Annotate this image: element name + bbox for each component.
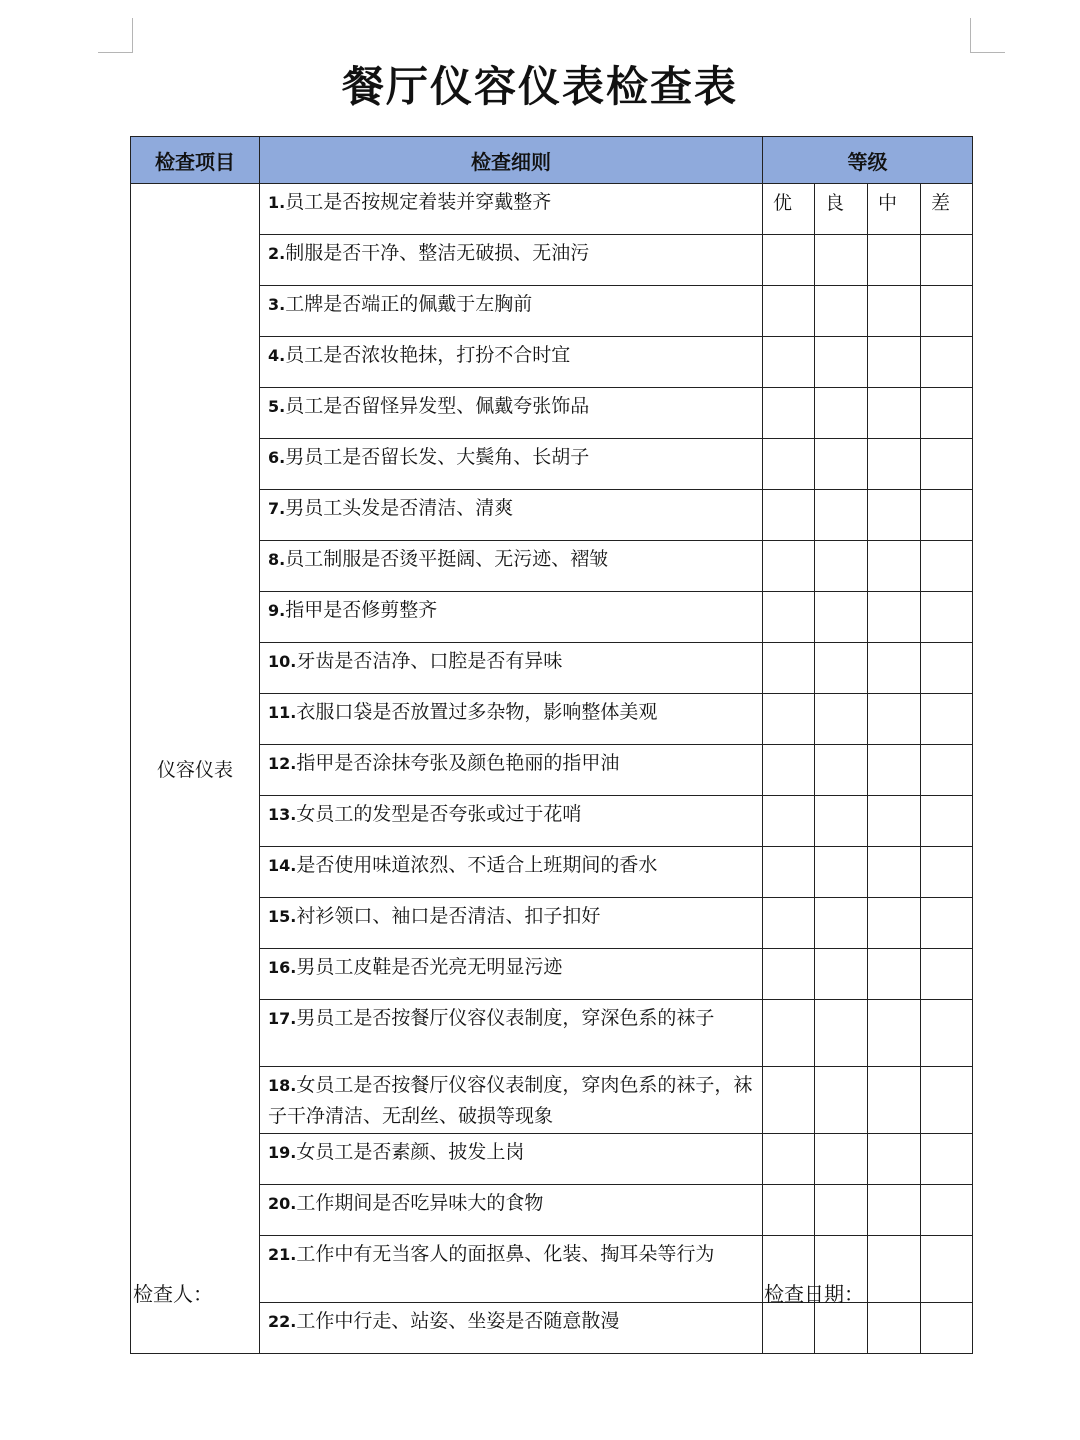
grade-cell[interactable] <box>763 898 815 949</box>
rule-text: 指甲是否涂抹夸张及颜色艳丽的指甲油 <box>296 752 620 774</box>
rule-cell <box>260 490 763 541</box>
grade-cell[interactable] <box>868 388 921 439</box>
grade-cell[interactable] <box>868 1185 921 1236</box>
grade-label: 差 <box>921 184 973 235</box>
rule-text: 女员工是否按餐厅仪容仪表制度，穿肉色系的袜子，袜子干净清洁、无刮丝、破损等现象 <box>268 1074 753 1127</box>
grade-cell[interactable] <box>868 490 921 541</box>
grade-cell[interactable] <box>868 235 921 286</box>
grade-cell[interactable] <box>868 796 921 847</box>
rule-number: 9. <box>268 601 286 620</box>
grade-cell[interactable] <box>815 643 868 694</box>
rule-cell <box>260 184 763 235</box>
rule-text: 是否使用味道浓烈、不适合上班期间的香水 <box>296 854 658 876</box>
page-corner-mark-top-right <box>970 18 1005 53</box>
rule-text: 牙齿是否洁净、口腔是否有异味 <box>296 650 563 672</box>
grade-cell[interactable] <box>763 337 815 388</box>
grade-label: 中 <box>868 184 921 235</box>
rule-cell <box>260 643 763 694</box>
table-row <box>131 184 973 235</box>
grade-cell[interactable] <box>921 1134 973 1185</box>
grade-cell[interactable] <box>815 235 868 286</box>
grade-cell[interactable] <box>921 694 973 745</box>
grade-cell[interactable] <box>763 1303 815 1354</box>
grade-cell[interactable] <box>921 439 973 490</box>
table-header-row <box>131 137 973 184</box>
grade-cell[interactable] <box>815 949 868 1000</box>
grade-cell[interactable] <box>763 1067 815 1134</box>
rule-number: 20. <box>268 1194 297 1213</box>
rule-text: 衣服口袋是否放置过多杂物，影响整体美观 <box>296 701 658 723</box>
rule-cell <box>260 1134 763 1185</box>
grade-cell[interactable] <box>763 1185 815 1236</box>
rule-text: 工作中行走、站姿、坐姿是否随意散漫 <box>296 1310 620 1332</box>
grade-cell[interactable] <box>763 490 815 541</box>
grade-cell[interactable] <box>815 286 868 337</box>
grade-cell[interactable] <box>815 847 868 898</box>
grade-cell[interactable] <box>921 1236 973 1303</box>
rule-cell <box>260 337 763 388</box>
rule-cell <box>260 898 763 949</box>
header-grade: 等级 <box>763 137 973 184</box>
inspector-label: 检查人： <box>133 1282 213 1306</box>
grade-cell[interactable] <box>868 541 921 592</box>
rule-cell <box>260 541 763 592</box>
grade-cell[interactable] <box>868 1134 921 1185</box>
grade-cell[interactable] <box>921 847 973 898</box>
rule-text: 员工制服是否烫平挺阔、无污迹、褶皱 <box>285 548 609 570</box>
grade-cell[interactable] <box>921 1067 973 1134</box>
rule-text: 指甲是否修剪整齐 <box>285 599 438 621</box>
grade-cell[interactable] <box>868 949 921 1000</box>
grade-cell[interactable] <box>921 235 973 286</box>
rule-text: 工作中有无当客人的面抠鼻、化装、掏耳朵等行为 <box>296 1243 715 1265</box>
rule-number: 8. <box>268 550 286 569</box>
rule-text: 男员工皮鞋是否光亮无明显污迹 <box>296 956 563 978</box>
rule-text: 员工是否留怪异发型、佩戴夸张饰品 <box>285 395 590 417</box>
grade-cell[interactable] <box>763 1134 815 1185</box>
grade-cell[interactable] <box>921 286 973 337</box>
grade-cell[interactable] <box>815 388 868 439</box>
grade-cell[interactable] <box>868 1303 921 1354</box>
rule-number: 11. <box>268 703 297 722</box>
rule-number: 15. <box>268 907 297 926</box>
rule-text: 男员工是否按餐厅仪容仪表制度，穿深色系的袜子 <box>296 1007 715 1029</box>
rule-cell <box>260 1000 763 1067</box>
rule-cell <box>260 1236 763 1303</box>
rule-cell <box>260 235 763 286</box>
category-cell: 仪容仪表 <box>131 184 260 1354</box>
rule-cell <box>260 1185 763 1236</box>
grade-cell[interactable] <box>815 592 868 643</box>
rule-text: 工作期间是否吃异味大的食物 <box>296 1192 544 1214</box>
grade-cell[interactable] <box>763 796 815 847</box>
rule-number: 21. <box>268 1245 297 1264</box>
grade-cell[interactable] <box>921 949 973 1000</box>
grade-cell[interactable] <box>921 541 973 592</box>
rule-cell <box>260 796 763 847</box>
grade-cell[interactable] <box>763 592 815 643</box>
grade-cell[interactable] <box>815 490 868 541</box>
rule-number: 22. <box>268 1312 297 1331</box>
rule-cell <box>260 1067 763 1134</box>
inspection-date-label: 检查日期： <box>764 1282 864 1306</box>
grade-cell[interactable] <box>763 694 815 745</box>
grade-cell[interactable] <box>868 1000 921 1067</box>
grade-cell[interactable] <box>815 337 868 388</box>
grade-cell[interactable] <box>868 643 921 694</box>
grade-cell[interactable] <box>763 643 815 694</box>
grade-cell[interactable] <box>921 490 973 541</box>
rule-number: 16. <box>268 958 297 977</box>
grade-cell[interactable] <box>921 643 973 694</box>
grade-cell[interactable] <box>815 1185 868 1236</box>
rule-number: 1. <box>268 193 286 212</box>
rule-cell <box>260 286 763 337</box>
grade-cell[interactable] <box>815 439 868 490</box>
grade-cell[interactable] <box>815 1303 868 1354</box>
rule-number: 14. <box>268 856 297 875</box>
grade-cell[interactable] <box>868 694 921 745</box>
grade-cell[interactable] <box>921 796 973 847</box>
grade-cell[interactable] <box>815 694 868 745</box>
grade-cell[interactable] <box>815 796 868 847</box>
rule-cell <box>260 1303 763 1354</box>
rule-cell <box>260 388 763 439</box>
grade-cell[interactable] <box>868 898 921 949</box>
grade-cell[interactable] <box>763 439 815 490</box>
grade-cell[interactable] <box>815 1067 868 1134</box>
rule-text: 员工是否浓妆艳抹，打扮不合时宜 <box>285 344 571 366</box>
rule-text: 女员工的发型是否夸张或过于花哨 <box>296 803 582 825</box>
grade-cell[interactable] <box>868 439 921 490</box>
grade-cell[interactable] <box>921 388 973 439</box>
grade-cell[interactable] <box>868 337 921 388</box>
grade-cell[interactable] <box>815 745 868 796</box>
rule-cell <box>260 592 763 643</box>
grade-cell[interactable] <box>763 541 815 592</box>
rule-cell <box>260 694 763 745</box>
rule-text: 工牌是否端正的佩戴于左胸前 <box>285 293 533 315</box>
grade-cell[interactable] <box>921 337 973 388</box>
rule-number: 12. <box>268 754 297 773</box>
grade-cell[interactable] <box>763 1000 815 1067</box>
rule-text: 衬衫领口、袖口是否清洁、扣子扣好 <box>296 905 601 927</box>
grade-cell[interactable] <box>763 847 815 898</box>
rule-number: 2. <box>268 244 286 263</box>
grade-cell[interactable] <box>921 898 973 949</box>
grade-cell[interactable] <box>815 1134 868 1185</box>
grade-cell[interactable] <box>921 1303 973 1354</box>
grade-cell[interactable] <box>921 745 973 796</box>
grade-cell[interactable] <box>921 592 973 643</box>
rule-text: 女员工是否素颜、披发上岗 <box>296 1141 525 1163</box>
grade-cell[interactable] <box>815 541 868 592</box>
grade-cell[interactable] <box>815 898 868 949</box>
grade-cell[interactable] <box>763 949 815 1000</box>
rule-number: 19. <box>268 1143 297 1162</box>
grade-cell[interactable] <box>763 286 815 337</box>
grade-label: 优 <box>763 184 815 235</box>
rule-cell <box>260 745 763 796</box>
rule-cell <box>260 847 763 898</box>
grade-cell[interactable] <box>868 1067 921 1134</box>
rule-number: 10. <box>268 652 297 671</box>
rule-number: 13. <box>268 805 297 824</box>
grade-cell[interactable] <box>868 592 921 643</box>
rule-cell <box>260 949 763 1000</box>
grade-cell[interactable] <box>868 745 921 796</box>
header-item: 检查项目 <box>131 137 260 184</box>
grade-cell[interactable] <box>868 847 921 898</box>
rule-text: 员工是否按规定着装并穿戴整齐 <box>285 191 552 213</box>
rule-number: 5. <box>268 397 286 416</box>
rule-text: 男员工头发是否清洁、清爽 <box>285 497 514 519</box>
grade-cell[interactable] <box>763 235 815 286</box>
rule-number: 7. <box>268 499 286 518</box>
rule-cell <box>260 439 763 490</box>
header-rules: 检查细则 <box>260 137 763 184</box>
grade-cell[interactable] <box>868 1236 921 1303</box>
grade-cell[interactable] <box>921 1000 973 1067</box>
grade-cell[interactable] <box>921 1185 973 1236</box>
rule-number: 17. <box>268 1009 297 1028</box>
grade-cell[interactable] <box>868 286 921 337</box>
page-corner-mark-top-left <box>98 18 133 53</box>
inspection-table <box>130 136 973 1354</box>
grade-cell[interactable] <box>763 388 815 439</box>
rule-text: 制服是否干净、整洁无破损、无油污 <box>285 242 590 264</box>
grade-cell[interactable] <box>763 745 815 796</box>
grade-label: 良 <box>815 184 868 235</box>
document-title: 餐厅仪容仪表检查表 <box>341 62 738 111</box>
rule-number: 6. <box>268 448 286 467</box>
rule-number: 3. <box>268 295 286 314</box>
rule-number: 4. <box>268 346 286 365</box>
rule-text: 男员工是否留长发、大鬓角、长胡子 <box>285 446 590 468</box>
rule-number: 18. <box>268 1076 297 1095</box>
grade-cell[interactable] <box>815 1000 868 1067</box>
